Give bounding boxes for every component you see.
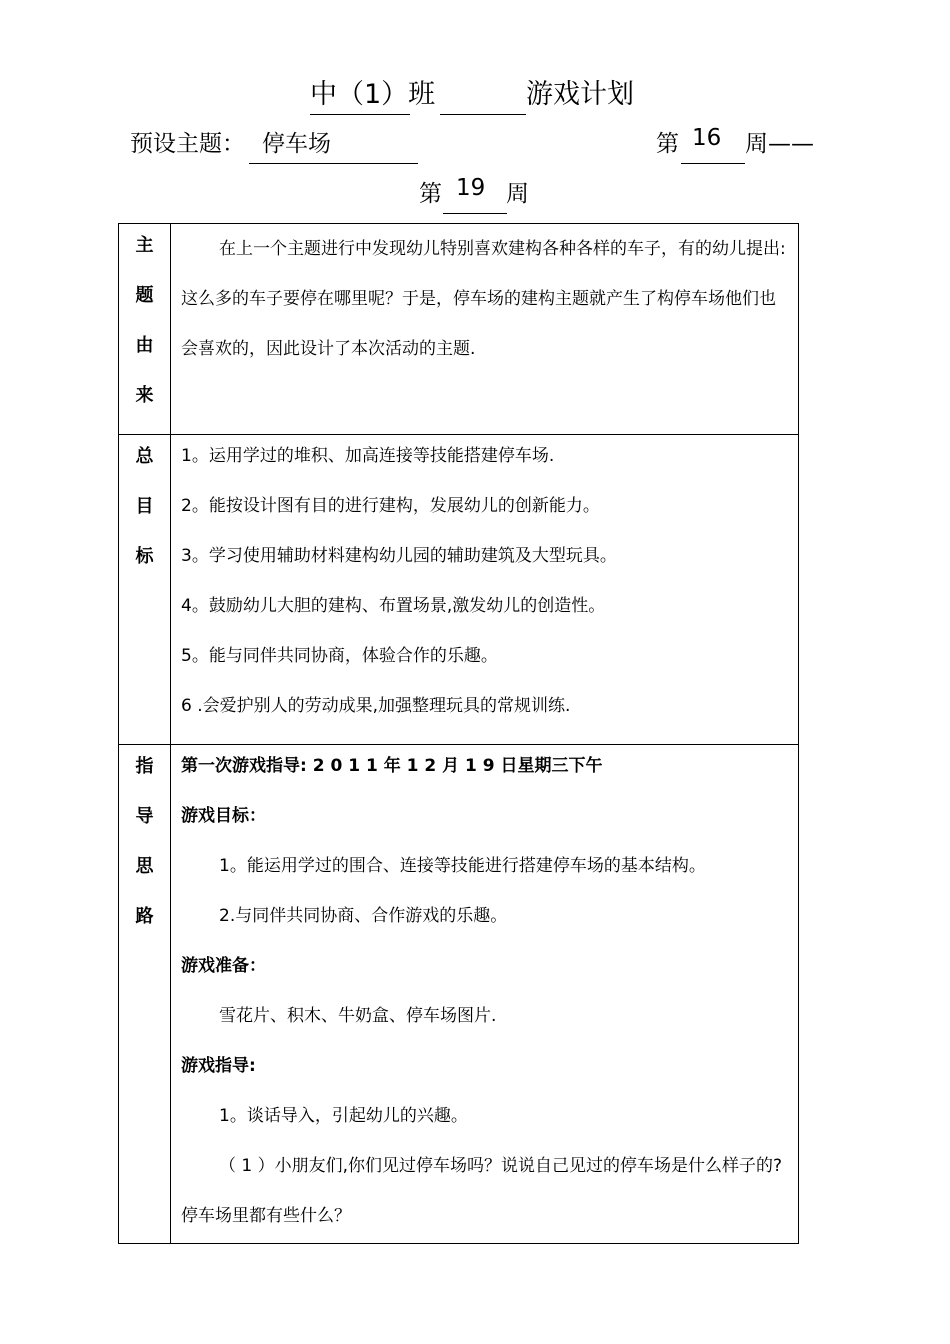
goal-item: 2。能按设计图有目的进行建构，发展幼儿的创新能力。 (181, 496, 600, 516)
goals-label-char: 标 (135, 546, 154, 567)
guide-label-char: 导 (135, 806, 154, 827)
guide-row (119, 745, 799, 1244)
prep-text: 雪花片、积木、牛奶盒、停车场图片. (219, 1006, 497, 1026)
goal-item: 4。鼓励幼儿大胆的建构、布置场景,激发幼儿的创造性。 (181, 596, 606, 616)
week-end: 19 (456, 175, 486, 201)
reason-row (119, 224, 799, 435)
plan-table (118, 223, 799, 1244)
guidance-step: 1。谈话导入，引起幼儿的兴趣。 (219, 1106, 468, 1126)
objective-heading: 游戏目标： (181, 806, 266, 826)
goals-row (119, 435, 799, 745)
goals-label-char: 目 (135, 496, 154, 517)
goals-content (171, 435, 799, 745)
week-prefix-2: 第 (419, 181, 442, 207)
guidance-question: （ 1 ）小朋友们,你们见过停车场吗？说说自己见过的停车场是什么样子的?停车场里都有些什么？ (181, 1156, 783, 1226)
goal-item: 1。运用学过的堆积、加高连接等技能搭建停车场. (181, 446, 555, 466)
guidance-heading: 游戏指导: (181, 1056, 256, 1076)
theme-underline (249, 163, 418, 164)
class-name: 中（1）班 (310, 79, 436, 110)
week-end-underline (443, 213, 507, 214)
guide-label (119, 745, 171, 1244)
blank-underline (440, 114, 526, 115)
plan-title: 游戏计划 (526, 79, 634, 110)
reason-content (171, 224, 799, 435)
reason-label (119, 224, 171, 435)
reason-label-char: 来 (135, 385, 154, 406)
objective-item: 2.与同伴共同协商、合作游戏的乐趣。 (219, 906, 508, 926)
goal-item: 3。学习使用辅助材料建构幼儿园的辅助建筑及大型玩具。 (181, 546, 617, 566)
week-start: 16 (692, 125, 722, 151)
theme-value: 停车场 (262, 131, 331, 157)
week-suffix: 周 (506, 181, 529, 207)
first-session-heading: 第一次游戏指导: 2 0 1 1 年 1 2 月 1 9 日星期三下午 (181, 756, 603, 776)
reason-text: 在上一个主题进行中发现幼儿特别喜欢建构各种各样的车子，有的幼儿提出:这么多的车子要停在哪里呢？于是，停车场的建构主题就产生了构停车场他们也会喜欢的，因此设计了本次活动的主题. (181, 239, 786, 359)
class-name-underline (310, 114, 410, 115)
reason-label-char: 题 (135, 285, 154, 306)
goals-label (119, 435, 171, 745)
goal-item: 5。能与同伴共同协商，体验合作的乐趣。 (181, 646, 498, 666)
guide-label-char: 思 (135, 856, 154, 877)
week-mid: 周—— (745, 131, 814, 157)
prep-heading: 游戏准备： (181, 956, 266, 976)
week-start-underline (681, 163, 745, 164)
guide-content (171, 745, 799, 1244)
reason-label-char: 主 (135, 235, 154, 256)
guide-label-char: 指 (135, 756, 154, 777)
guide-label-char: 路 (135, 906, 154, 927)
objective-item: 1。能运用学过的围合、连接等技能进行搭建停车场的基本结构。 (219, 856, 706, 876)
goal-item: 6 .会爱护别人的劳动成果,加强整理玩具的常规训练. (181, 696, 571, 716)
reason-label-char: 由 (135, 335, 154, 356)
theme-label: 预设主题： (130, 131, 245, 157)
goals-label-char: 总 (135, 446, 154, 467)
week-prefix: 第 (656, 131, 679, 157)
